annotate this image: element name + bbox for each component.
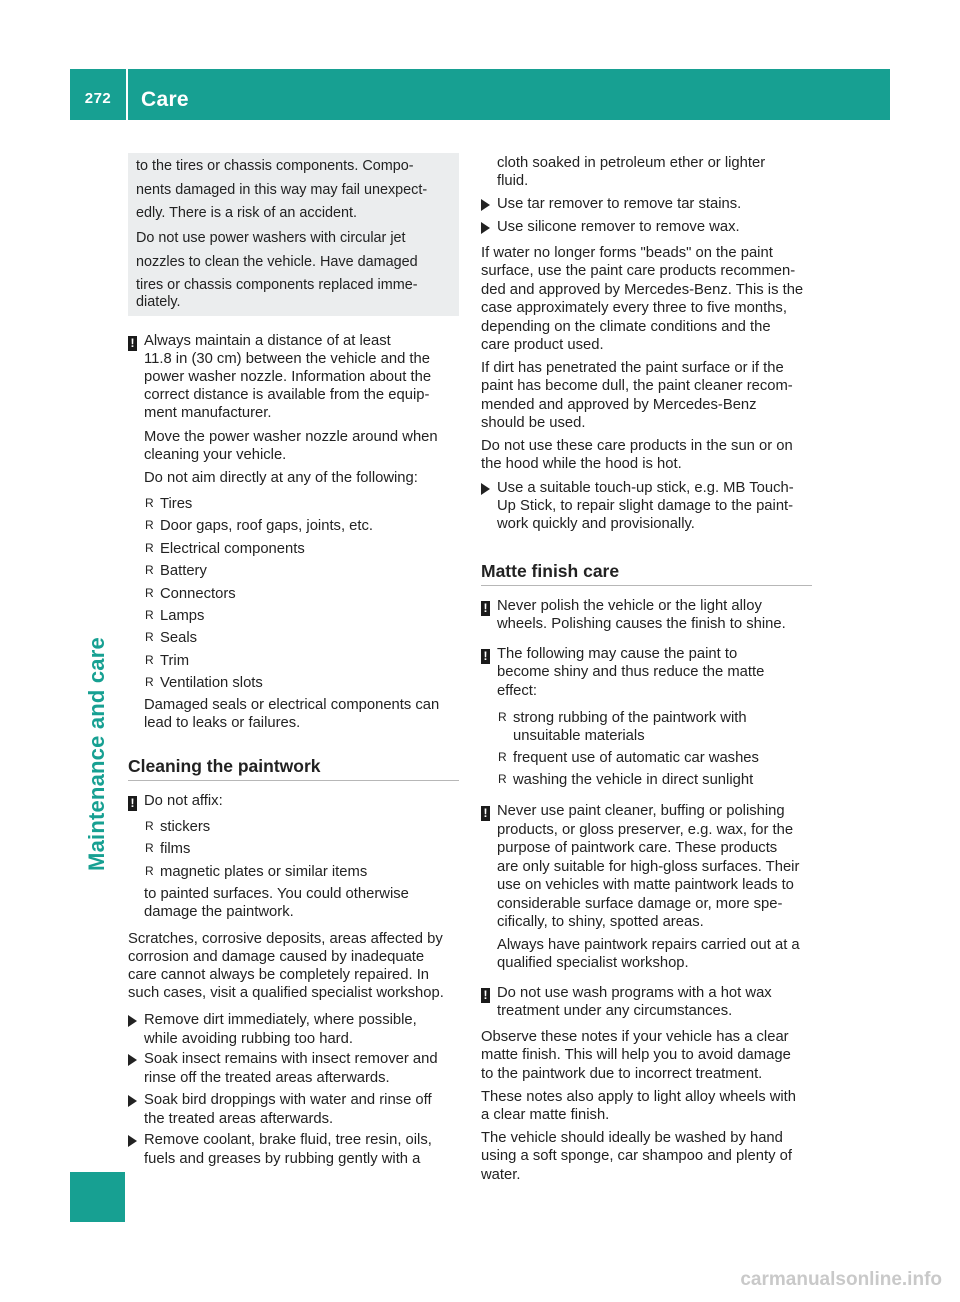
text-line: care product used.: [481, 337, 604, 353]
text-line: wheels. Polishing causes the finish to shine.: [497, 616, 786, 632]
step-tar: Use tar remover to remove tar stains.: [497, 196, 742, 212]
warning-note-box: [128, 153, 459, 316]
text-line: fuels and greases by rubbing gently with a: [144, 1150, 421, 1167]
bullet-icon: R: [498, 710, 507, 724]
text-line: mended and approved by Mercedes-Benz: [481, 396, 757, 413]
section-heading-paintwork: Cleaning the paintwork: [128, 756, 321, 776]
list-item: magnetic plates or similar items: [160, 863, 368, 880]
section-label: Maintenance and care: [84, 637, 109, 871]
text-line: a clear matte finish.: [481, 1107, 610, 1124]
text-line: become shiny and thus reduce the matte: [497, 664, 765, 680]
text-line: Do not aim directly at any of the following:: [144, 470, 418, 486]
text-line: Do not affix:: [144, 793, 223, 809]
list-item: Trim: [160, 652, 190, 669]
text-line: Soak insect remains with insect remover and: [144, 1051, 438, 1067]
note-line: to the tires or chassis components. Compo-: [136, 158, 414, 174]
warning-icon: !: [481, 806, 490, 821]
warning-icon: !: [481, 649, 490, 664]
bullet-icon: R: [145, 652, 154, 667]
note-line: nents damaged in this way may fail unexpect-: [136, 182, 428, 198]
text-line: Never use paint cleaner, buffing or polishing: [497, 803, 785, 819]
text-line: work quickly and provisionally.: [497, 516, 695, 532]
bullet-icon: R: [145, 563, 154, 578]
bullet-icon: R: [145, 518, 154, 533]
warning-icon: !: [128, 336, 137, 351]
page-number: 272: [84, 90, 112, 107]
list-item: strong rubbing of the paintwork with: [513, 710, 747, 726]
list-item: washing the vehicle in direct sunlight: [513, 772, 754, 788]
text-line: the treated areas afterwards.: [144, 1110, 334, 1127]
text-line: rinse off the treated areas afterwards.: [144, 1069, 390, 1086]
text-line: Up Stick, to repair slight damage to the paint-: [497, 498, 794, 514]
text-line: The vehicle should ideally be washed by hand: [481, 1130, 783, 1146]
step-arrow-icon: [128, 1054, 137, 1066]
text-line: Soak bird droppings with water and rinse off: [144, 1092, 432, 1108]
text-line: water.: [481, 1166, 521, 1183]
list-item: Lamps: [160, 608, 205, 624]
bullet-icon: R: [145, 819, 154, 833]
text-line: cifically, to shiny, spotted areas.: [497, 914, 704, 930]
text-line: the hood while the hood is hot.: [481, 456, 682, 473]
list-item: Connectors: [160, 585, 236, 602]
bullet-icon: R: [145, 496, 154, 510]
text-line: Do not use these care products in the sun or on: [481, 438, 793, 454]
text-line: such cases, visit a qualified specialist workshop.: [128, 985, 444, 1001]
page-header: [70, 69, 890, 120]
text-line: If dirt has penetrated the paint surface or if the: [481, 360, 784, 376]
text-line: fluid.: [497, 173, 529, 189]
text-line: If water no longer forms "beads" on the paint: [481, 245, 773, 261]
text-line: depending on the climate conditions and the: [481, 318, 771, 335]
text-line: products, or gloss preserver, e.g. wax, for the: [497, 821, 794, 838]
bullet-icon: R: [498, 772, 507, 786]
text-line: to the paintwork due to incorrect treatment.: [481, 1065, 763, 1082]
section-marker: [70, 1172, 125, 1222]
text-line: Always have paintwork repairs carried out at a: [497, 937, 800, 953]
text-line: These notes also apply to light alloy wheels with: [481, 1089, 797, 1105]
heading-rule: [128, 780, 459, 781]
text-line: effect:: [497, 683, 538, 699]
bullet-icon: R: [145, 630, 154, 645]
list-item: Door gaps, roof gaps, joints, etc.: [160, 518, 374, 535]
text-line: should be used.: [481, 415, 586, 432]
list-item: unsuitable materials: [513, 728, 645, 745]
section-heading-matte: Matte finish care: [481, 561, 620, 581]
text-line: Remove coolant, brake fluid, tree resin, oils,: [144, 1132, 432, 1148]
text-line: lead to leaks or failures.: [144, 715, 301, 731]
list-item: Tires: [160, 496, 193, 512]
text-line: are only suitable for high-gloss surfaces. Their: [497, 858, 800, 875]
text-line: Do not use wash programs with a hot wax: [497, 985, 772, 1001]
text-line: Always maintain a distance of at least: [144, 333, 391, 349]
note-line: tires or chassis components replaced imme-: [136, 277, 418, 293]
list-item: Seals: [160, 630, 198, 647]
text-line: ded and approved by Mercedes-Benz. This is the: [481, 281, 804, 298]
text-line: cloth soaked in petroleum ether or lighter: [497, 155, 766, 171]
warning-icon: !: [128, 796, 137, 811]
bullet-icon: R: [145, 841, 154, 856]
step-arrow-icon: [481, 199, 490, 211]
text-line: Remove dirt immediately, where possible,: [144, 1012, 417, 1028]
step-arrow-icon: [481, 483, 490, 495]
note-line: Do not use power washers with circular jet: [136, 230, 406, 246]
heading-rule: [481, 585, 812, 586]
text-line: Scratches, corrosive deposits, areas affected by: [128, 931, 443, 947]
step-wax: Use silicone remover to remove wax.: [497, 219, 740, 235]
bullet-icon: R: [145, 585, 154, 600]
bullet-icon: R: [145, 675, 154, 690]
text-line: care cannot always be completely repaired. In: [128, 967, 430, 983]
text-line: Observe these notes if your vehicle has a clear: [481, 1029, 789, 1045]
step-arrow-icon: [481, 222, 490, 234]
text-line: paint has become dull, the paint cleaner recom-: [481, 378, 793, 395]
text-line: use on vehicles with matte paintwork leads to: [497, 877, 794, 893]
list-item: Battery: [160, 563, 207, 580]
warning-line: [481, 645, 737, 664]
bullet-icon: R: [498, 750, 507, 764]
bullet-icon: R: [145, 540, 154, 555]
text-line: cleaning your vehicle.: [144, 447, 287, 463]
list-item: Electrical components: [160, 540, 305, 557]
text-line: while avoiding rubbing too hard.: [144, 1030, 353, 1047]
text-line: matte finish. This will help you to avoid damage: [481, 1047, 791, 1064]
warning-line: [481, 597, 762, 616]
text-line: surface, use the paint care products recommen-: [481, 263, 796, 280]
text-line: Never polish the vehicle or the light alloy: [497, 598, 762, 614]
text-line: considerable surface damage or, more spe-: [497, 895, 783, 912]
text-line: damage the paintwork.: [144, 904, 294, 920]
text-line: power washer nozzle. Information about the: [144, 369, 432, 385]
text-line: treatment under any circumstances.: [497, 1003, 733, 1019]
step-arrow-icon: [128, 1015, 137, 1027]
text-line: 11.8 in (30 cm) between the vehicle and the: [144, 351, 430, 367]
section-sidebar: [70, 120, 125, 1172]
text-line: corrosion and damage caused by inadequate: [128, 949, 425, 965]
text-line: Damaged seals or electrical components can: [144, 697, 440, 713]
list-item: Ventilation slots: [160, 675, 263, 692]
note-line: edly. There is a risk of an accident.: [136, 205, 358, 221]
text-line: correct distance is available from the equip-: [144, 387, 430, 403]
text-line: qualified specialist workshop.: [497, 955, 689, 971]
note-line: diately.: [136, 294, 181, 310]
text-line: Use a suitable touch-up stick, e.g. MB Touch-: [497, 480, 794, 496]
list-item: films: [160, 841, 191, 858]
warning-icon: !: [481, 988, 490, 1003]
text-line: case approximately every three to five months,: [481, 300, 787, 317]
warning-line: [481, 984, 772, 1003]
text-line: ment manufacturer.: [144, 405, 272, 421]
text-line: purpose of paintwork care. These products: [497, 840, 778, 856]
watermark: carmanualsonline.info: [740, 1269, 942, 1290]
warning-icon: !: [481, 601, 490, 616]
step-arrow-icon: [128, 1095, 137, 1107]
text-line: Move the power washer nozzle around when: [144, 429, 438, 445]
page-title: Care: [141, 88, 189, 111]
step-arrow-icon: [128, 1135, 137, 1147]
text-line: The following may cause the paint to: [497, 646, 738, 662]
note-line: nozzles to clean the vehicle. Have damaged: [136, 254, 418, 270]
warning-line: [481, 802, 785, 821]
text-line: to painted surfaces. You could otherwise: [144, 886, 409, 902]
bullet-icon: R: [145, 863, 154, 878]
list-item: frequent use of automatic car washes: [513, 750, 759, 766]
header-divider: [126, 69, 128, 120]
list-item: stickers: [160, 819, 211, 835]
text-line: using a soft sponge, car shampoo and plenty of: [481, 1148, 792, 1165]
bullet-icon: R: [145, 608, 154, 622]
